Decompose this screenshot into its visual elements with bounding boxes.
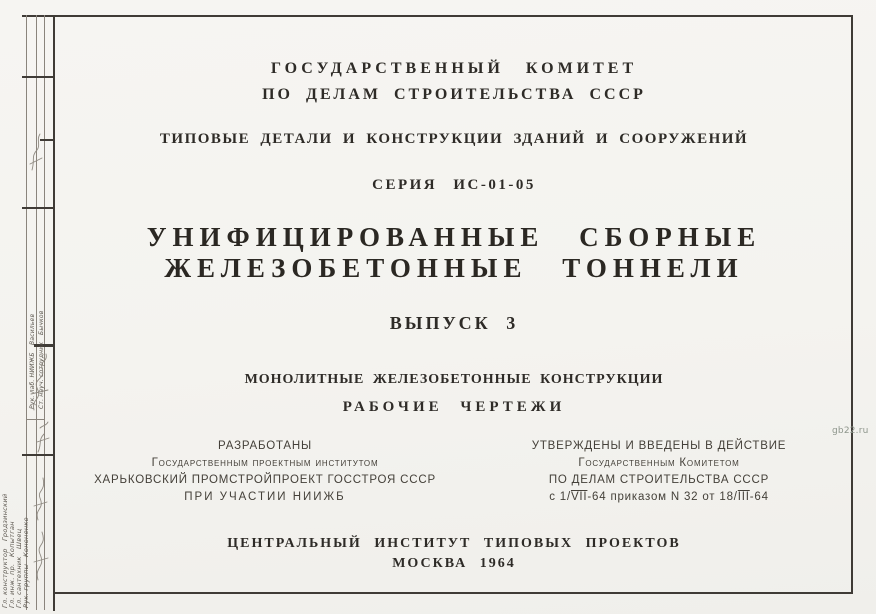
developed-line-1: РАЗРАБОТАНЫ — [218, 440, 312, 452]
header-line-1: ГОСУДАРСТВЕННЫЙ КОМИТЕТ — [270, 60, 638, 77]
approved-date-part: с 1/ — [549, 491, 571, 503]
watermark-text: gb22.ru — [832, 426, 869, 436]
stamp-row-label: Гл. конструктор — [1, 548, 9, 608]
frame-bottom-line — [55, 592, 853, 594]
series-title: ТИПОВЫЕ ДЕТАЛИ И КОНСТРУКЦИИ ЗДАНИЙ И СООРУЖЕНИЙ — [159, 131, 749, 147]
frame-top-line — [22, 15, 853, 17]
approved-line-2: Государственным Комитетом — [578, 457, 740, 469]
approved-year-part: -64 — [749, 491, 769, 503]
stamp-row-label: Рук. группы — [22, 563, 30, 608]
approved-block — [478, 438, 840, 506]
approved-line-3: ПО ДЕЛАМ СТРОИТЕЛЬСТВА СССР — [548, 474, 770, 486]
handwritten-note — [34, 418, 52, 456]
reviewer-name: Васильев — [29, 314, 36, 346]
subtitle-line-1: МОНОЛИТНЫЕ ЖЕЛЕЗОБЕТОННЫЕ КОНСТРУКЦИИ — [244, 372, 664, 387]
signature-scribble — [28, 350, 52, 414]
subtitle-line-2: РАБОЧИЕ ЧЕРТЕЖИ — [342, 399, 566, 415]
approved-line-1: УТВЕРЖДЕНЫ И ВВЕДЕНЫ В ДЕЙСТВИЕ — [531, 440, 787, 452]
developed-line-4: ПРИ УЧАСТИИ НИИЖБ — [184, 491, 346, 503]
pencil-mark — [28, 130, 46, 174]
main-title-line-1: УНИФИЦИРОВАННЫЕ СБОРНЫЕ — [146, 222, 762, 252]
margin-stamp-row — [23, 452, 30, 608]
publisher-line-1: ЦЕНТРАЛЬНЫЙ ИНСТИТУТ ТИПОВЫХ ПРОЕКТОВ — [227, 536, 681, 551]
stamp-row-name: Копытган — [8, 520, 16, 557]
stamp-row-label: Гл. сантехник — [15, 556, 23, 608]
stamp-row-name: Кононенко — [22, 516, 30, 557]
main-title-line-2: ЖЕЛЕЗОБЕТОННЫЕ ТОННЕЛИ — [164, 253, 744, 283]
margin-tick-1 — [22, 76, 54, 78]
approved-line-4 — [478, 489, 840, 506]
stamp-row-name: Гродзинский — [1, 493, 9, 542]
approved-order-part: -64 приказом N 32 от 18/ — [587, 491, 738, 503]
developed-line-3: ХАРЬКОВСКИЙ ПРОМСТРОЙПРОЕКТ ГОССТРОЯ СССР — [94, 474, 436, 486]
issue-number: ВЫПУСК 3 — [389, 313, 519, 333]
publisher-line-2: МОСКВА 1964 — [392, 556, 516, 571]
header-line-2: ПО ДЕЛАМ СТРОИТЕЛЬСТВА СССР — [262, 86, 646, 103]
developed-line-2: Государственным проектным институтом — [151, 457, 379, 469]
margin-tick-3 — [22, 207, 54, 209]
approved-roman-month-1: $\overline{VII}$ — [570, 491, 588, 503]
developed-block — [72, 438, 458, 506]
signature-scribble — [30, 468, 50, 584]
reviewer-label: Рук. лаб. НИИЖБ — [29, 352, 36, 409]
reviewer-name: Бычков — [38, 310, 45, 335]
series-code: СЕРИЯ ИС-01-05 — [372, 177, 536, 193]
reviewer-label: Ст. науч. сотрудник — [38, 341, 45, 409]
approved-roman-month-2: $\overline{III}$ — [737, 491, 750, 503]
stamp-row-label: Гл. инж. пр. — [8, 563, 16, 608]
stamp-row-name: Швец — [15, 528, 23, 550]
